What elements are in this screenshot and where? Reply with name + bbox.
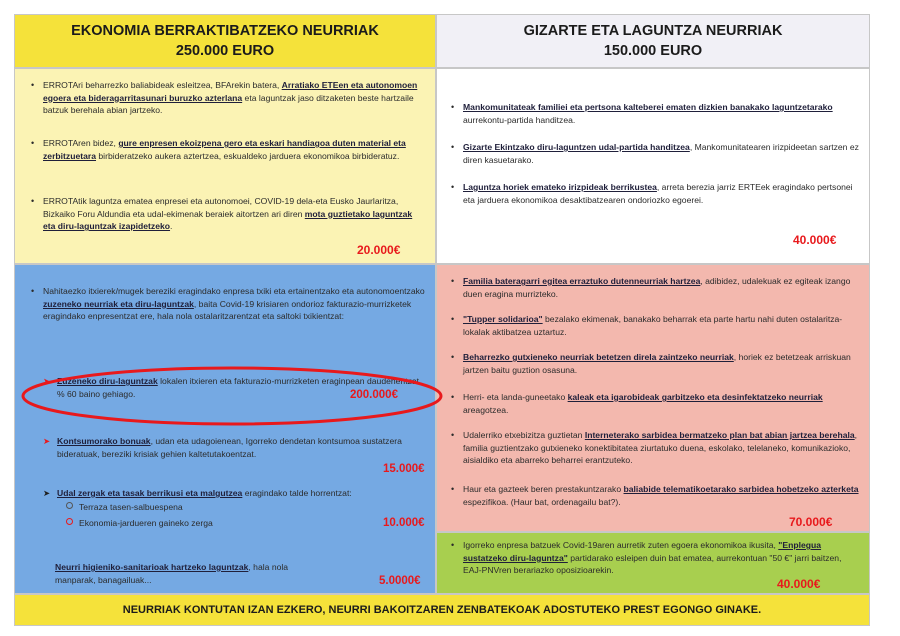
list-item: • Haur eta gazteek beren prestakuntzarako baliabide telematikoetarako sarbidea hobetzeko azterketa espezifikoa. (Haur bat, ordenagailu bat?). (463, 483, 859, 508)
economic-header-title: EKONOMIA BERRAKTIBATZEKO NEURRIAK (71, 23, 379, 39)
list-item: • "Tupper solidarioa" bezalako ekimenak, banakako beharrak eta parte hartu nahi duten ostalaritza-lokalak aktibatzea uztartuz. (463, 313, 859, 338)
amount-label: 200.000€ (350, 389, 398, 401)
list-item: • Mankomunitateak familiei eta pertsona kalteberei ematen dizkien banakako laguntzetarako aurrekontu-partida handitzea. (463, 101, 859, 126)
amount-label: 70.000€ (789, 515, 833, 529)
sub-item: Neurri higieniko-sanitarioak hartzeko laguntzak, hala nola manparak, banagailuak... (55, 562, 289, 585)
social-header-title: GIZARTE ETA LAGUNTZA NEURRIAK (523, 23, 783, 39)
arrow-icon: ➤ (43, 488, 51, 498)
list-item: • ERROTAren bidez, gure enpresen ekoizpena gero eta eskari handiagoa duten material eta zerbitzuetara birbideratzeko aukera aztertzea, eskualdeko jarduera ekonomikoa birbideratuz. (43, 137, 427, 162)
social-top-box (436, 68, 870, 264)
social-header-budget: 150.000 EURO (603, 43, 703, 59)
list-item: • Nahitaezko itxierek/mugek bereziki eragindako enpresa txiki eta ertainentzako eta autonomoentzako zuzeneko neurriak eta diru-laguntzak, baita Covid-19 krisiaren ondorioz fakturazio-murrizketek eragindako enpresentzat ere, hala nola ostalaritzarentzat eta saltoki txikientzat: (43, 285, 427, 323)
list-item: • Gizarte Ekintzako diru-laguntzen udal-partida handitzea, Mankomunitatearen irizpideetan sartzen ez diren kasuetarako. (463, 141, 859, 166)
document-page (14, 14, 870, 626)
list-item: • Igorreko enpresa batzuek Covid-19aren aurretik zuten egoera ekonomikoa ikusita, "Enplegua sustatzeko diru-laguntza" partidarako esleipen duin bat ematea, aurrekontuan "50 €" jarri baitzen, EAJ-PNVren berariazko oposizioarekin. (463, 539, 859, 577)
amount-label: 15.000€ (383, 463, 425, 475)
economic-top-box (14, 68, 436, 264)
sub-sub-item: Terraza tasen-salbuespena (79, 501, 379, 514)
list-item: • Familia bateragarri egitea erraztuko dutenneurriak hartzea, adibidez, udalekuak ez egiteak izango duen eragina murrizteko. (463, 275, 859, 300)
arrow-icon: ➤ (43, 436, 51, 446)
list-item: • ERROTAtik laguntza ematea enpresei eta autonomoei, COVID-19 dela-eta Eusko Jaurlaritza, Bizkaiko Foru Aldundia eta udal-ekimenak beraiek aitortzen ari diren mota guztietako laguntzak eta diru-laguntzak izapidetzeko. (43, 195, 427, 233)
social-header (436, 14, 870, 68)
economic-header-budget: 250.000 EURO (175, 43, 275, 59)
list-item: • Laguntza horiek emateko irizpideak berrikustea, arreta berezia jarriz ERTEek eragindako pertsonei eta jarduera ekonomikoa desaktibatzearen ondoriozko egoerei. (463, 181, 859, 206)
amount-label: 40.000€ (777, 577, 821, 591)
circle-bullet-icon (66, 518, 73, 525)
amount-label: 5.0000€ (379, 575, 421, 587)
social-green-box (436, 532, 870, 594)
list-item: • ERROTAri beharrezko baliabideak esleitzea, BFArekin batera, Arratiako ETEen eta autonomoen egoera eta bideragarritasunari buruzko azterlana eta laguntzak jaso ditzaketen beste hartzaile batzuk berehala abian jartzeko. (43, 79, 427, 117)
sub-item: ➤ Kontsumorako bonuak, udan eta udagoienean, Igorreko dendetan kontsumoa sustatzera bideratuak, bereziki krisiak gehien kaltetutakoentzat. (43, 436, 402, 459)
list-item: • Herri- eta landa-guneetako kaleak eta igarobideak garbitzeko eta desinfektatzeko neurriak areagotzea. (463, 391, 859, 416)
circle-bullet-icon (66, 502, 73, 509)
sub-sub-item: Ekonomia-jardueren gaineko zerga (79, 517, 379, 530)
list-item: • Udalerriko etxebizitza guztietan Interneterako sarbidea bermatzeko plan bat abian jartzea berehala, familia guztientzako gutxieneko konektibitatea ziurtatuko duena, eskolako, telelaneko, komunikazioko, aisialdiko eta abarreko beharrei erantzuteko. (463, 429, 859, 467)
economic-blue-box (14, 264, 436, 594)
sub-item: ➤ Zuzeneko diru-laguntzak lokalen itxieren eta fakturazio-murrizketen eraginpean daudenentzat, % 60 baino gehiago. (43, 376, 422, 399)
arrow-icon: ➤ (43, 376, 51, 386)
amount-label: 20.000€ (357, 243, 401, 257)
footer-banner: NEURRIAK KONTUTAN IZAN EZKERO, NEURRI BAKOITZAREN ZENBATEKOAK ADOSTUTEKO PREST EGONGO GINAKE. (14, 594, 870, 626)
amount-label: 10.000€ (383, 517, 425, 529)
amount-label: 40.000€ (793, 233, 837, 247)
sub-item: ➤ Udal zergak eta tasak berrikusi eta malgutzea eragindako talde horrentzat: (43, 488, 352, 498)
economic-header (14, 14, 436, 68)
social-pink-box (436, 264, 870, 532)
list-item: • Beharrezko gutxieneko neurriak betetzen direla zaintzeko neurriak, horiek ez betetzeak arriskuan jartzen baitu guztion osasuna. (463, 351, 859, 376)
